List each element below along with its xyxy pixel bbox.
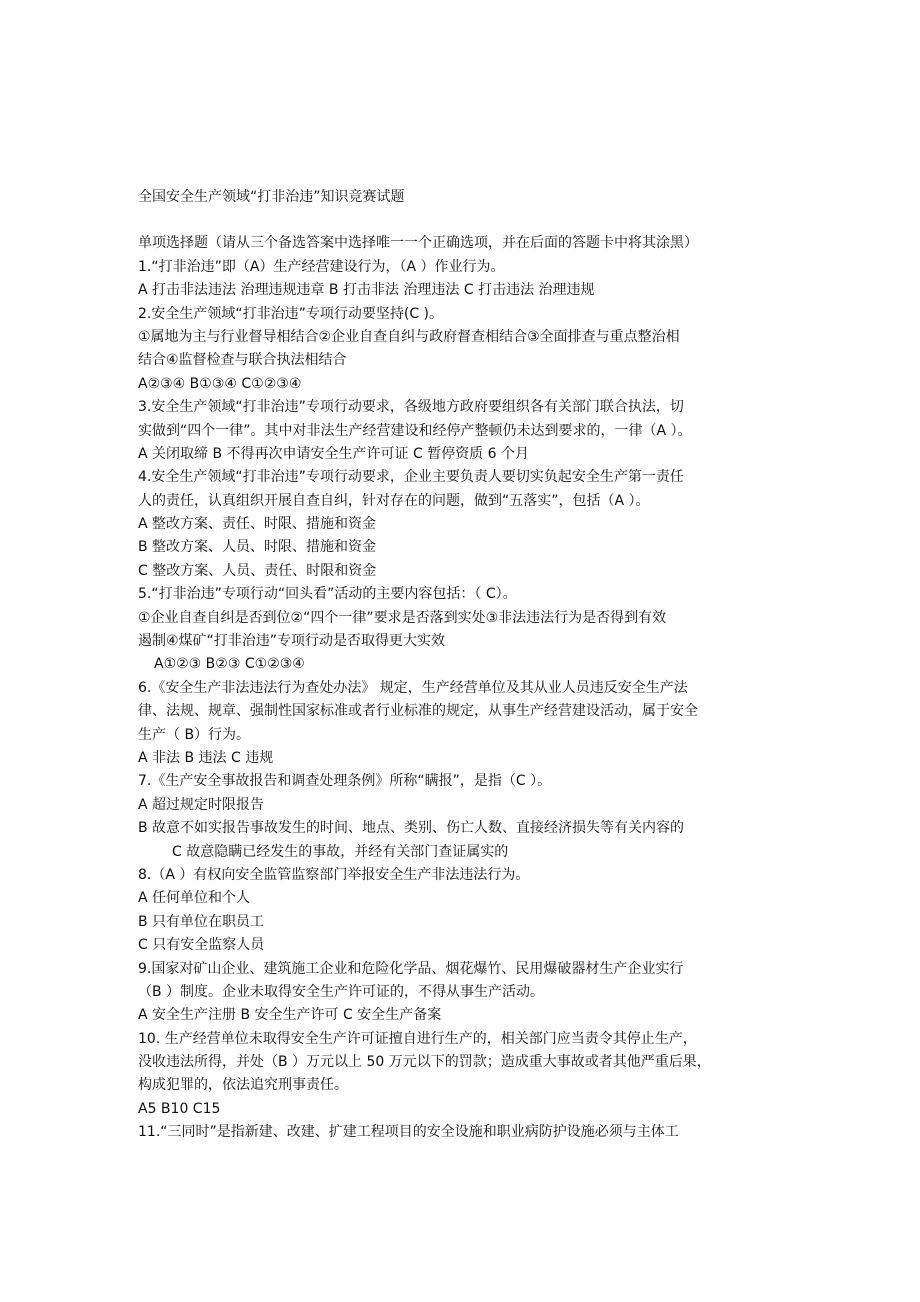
- question-9-line-2: （B ）制度。企业未取得安全生产许可证的，不得从事生产活动。: [138, 983, 545, 1000]
- question-7-option-a: A 超过规定时限报告: [138, 796, 265, 813]
- question-7: 7.《生产安全事故报告和调查处理条例》所称“瞒报”，是指（C ）。: [138, 773, 552, 790]
- question-3-line-1: 3.安全生产领域“打非治违”专项行动要求，各级地方政府要组织各有关部门联合执法，切: [138, 399, 684, 416]
- question-6-line-2: 律、法规、规章、强制性国家标准或者行业标准的规定，从事生产经营建设活动，属于安全: [138, 703, 698, 720]
- question-6-line-3: 生产（ B）行为。: [138, 726, 251, 743]
- question-1-options: A 打击非法违法 治理违规违章 B 打击非法 治理违法 C 打击违法 治理违规: [138, 282, 595, 299]
- question-8-option-a: A 任何单位和个人: [138, 890, 251, 907]
- title-spacer: [138, 209, 788, 232]
- question-7-option-b: B 故意不如实报告事故发生的时间、地点、类别、伤亡人数、直接经济损失等有关内容的: [138, 820, 685, 837]
- question-5-statement-line-2: 遏制④煤矿“打非治违”专项行动是否取得更大实效: [138, 633, 446, 650]
- question-9-options: A 安全生产注册 B 安全生产许可 C 安全生产备案: [138, 1007, 442, 1024]
- question-3-options: A 关闭取缔 B 不得再次申请安全生产许可证 C 暂停资质 6 个月: [138, 445, 530, 462]
- question-8: 8.（A ）有权向安全监管监察部门举报安全生产非法违法行为。: [138, 866, 530, 883]
- question-10-line-1: 10. 生产经营单位未取得安全生产许可证擅自进行生产的，相关部门应当责令其停止生产，: [138, 1030, 697, 1047]
- question-8-option-b: B 只有单位在职员工: [138, 913, 265, 930]
- question-11-line-1: 11.“三同时”是指新建、改建、扩建工程项目的安全设施和职业病防护设施必须与主体工: [138, 1124, 679, 1141]
- question-4-option-c: C 整改方案、人员、责任、时限和资金: [138, 562, 377, 579]
- question-5: 5.“打非治违”专项行动“回头看”活动的主要内容包括：（ C）。: [138, 586, 517, 603]
- question-4-line-2: 人的责任，认真组织开展自查自纠，针对存在的问题，做到“五落实”，包括（A ）。: [138, 492, 650, 509]
- document-body: [138, 186, 788, 1145]
- section-heading: 单项选择题（请从三个备选答案中选择唯一一个正确选项，并在后面的答题卡中将其涂黑）: [138, 235, 698, 252]
- question-9-line-1: 9.国家对矿山企业、建筑施工企业和危险化学品、烟花爆竹、民用爆破器材生产企业实行: [138, 960, 684, 977]
- question-5-statement-line-1: ①企业自查自纠是否到位②“四个一律”要求是否落到实处③非法违法行为是否得到有效: [138, 609, 667, 626]
- question-1: 1.“打非治违”即（A）生产经营建设行为，（A ）作业行为。: [138, 258, 505, 275]
- question-8-option-c: C 只有安全监察人员: [138, 937, 265, 954]
- question-2-statement-line-2: 结合④监督检查与联合执法相结合: [138, 352, 347, 369]
- question-10-line-2: 没收违法所得，并处（B ）万元以上 50 万元以下的罚款；造成重大事故或者其他严重后果，: [138, 1054, 711, 1071]
- question-10-options: A5 B10 C15: [138, 1100, 221, 1117]
- question-2: 2.安全生产领域“打非治违”专项行动要坚持(C )。: [138, 305, 444, 322]
- question-2-options: A②③④ B①③④ C①②③④: [138, 375, 302, 392]
- question-7-option-c: C 故意隐瞒已经发生的事故，并经有关部门查证属实的: [172, 843, 509, 860]
- question-6-line-1: 6.《安全生产非法违法行为查处办法》 规定，生产经营单位及其从业人员违反安全生产法: [138, 679, 688, 696]
- question-2-statement-line-1: ①属地为主与行业督导相结合②企业自查自纠与政府督查相结合③全面排查与重点整治相: [138, 328, 680, 345]
- document-title: 全国安全生产领域“打非治违”知识竞赛试题: [138, 189, 405, 205]
- question-4-line-1: 4.安全生产领域“打非治违”专项行动要求，企业主要负责人要切实负起安全生产第一责任: [138, 469, 684, 486]
- question-10-line-3: 构成犯罪的，依法追究刑事责任。: [138, 1077, 348, 1094]
- question-4-option-b: B 整改方案、人员、时限、措施和资金: [138, 539, 377, 556]
- question-4-option-a: A 整改方案、责任、时限、措施和资金: [138, 516, 377, 533]
- question-6-options: A 非法 B 违法 C 违规: [138, 749, 274, 766]
- question-5-options: A①②③ B②③ C①②③④: [154, 656, 305, 673]
- question-3-line-2: 实做到“四个一律”。其中对非法生产经营建设和经停产整顿仍未达到要求的，一律（A ）。: [138, 422, 692, 439]
